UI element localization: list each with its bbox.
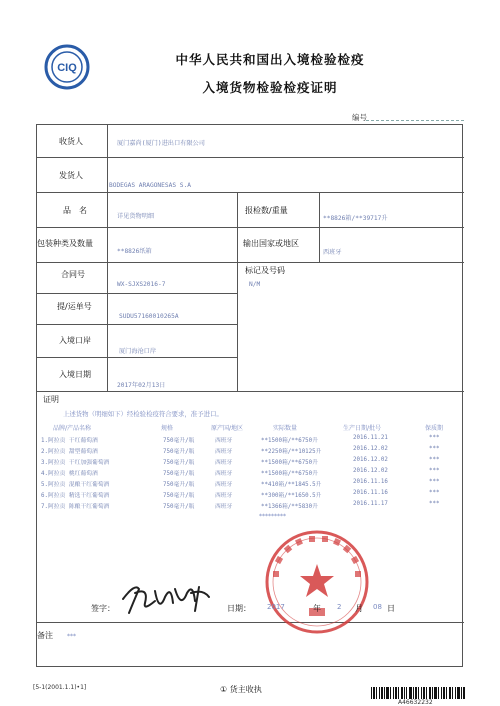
goods-row-shelf: *** [429,446,440,452]
goods-row-spec: 750毫升/瓶 [163,504,195,510]
form-number: [5-1(2001.1.1)•1] [33,684,87,691]
certificate-intro: 上述货物（明细如下）经检验检疫符合要求，准予进口。 [63,410,223,418]
goods-row-shelf: *** [429,457,440,463]
serial-line [366,120,464,121]
col-header-qty: 实际数量 [273,425,298,432]
goods-row-qty: **2250箱/**10125升 [261,449,322,455]
consignor-label: 发货人 [59,171,83,180]
package-label: 包装种类及数量 [37,239,93,248]
goods-row [41,435,461,446]
goods-row-spec: 750毫升/瓶 [163,471,195,477]
goods-row-qty: **1500箱/**6750升 [261,471,318,477]
row-divider [37,391,464,392]
goods-row-origin: 西班牙 [215,493,233,499]
year-unit: 年 [313,604,321,613]
goods-row-date: 2016.11.16 [353,490,388,496]
remark-value: *** [67,633,76,640]
goods-row [41,490,461,501]
row-divider [37,324,237,325]
row-divider [37,227,464,228]
goods-row-name: 4.阿拉贡 桃红葡萄酒 [41,471,98,477]
goods-label: 品 名 [63,206,87,215]
goods-row-shelf: *** [429,479,440,485]
goods-row-shelf: *** [429,468,440,474]
col-header-shelf: 保质期 [425,425,444,432]
day-unit: 日 [387,604,395,613]
goods-row-spec: 750毫升/瓶 [163,493,195,499]
serial-label: 编号 [352,113,367,122]
goods-row-qty: **1500箱/**6750升 [261,438,318,444]
sign-year: 2017 [267,603,285,611]
origin-value: 西班牙 [323,249,342,256]
goods-row-name: 7.阿拉贡 陈酿干红葡萄酒 [41,504,110,510]
remark-label: 备注 [37,631,53,640]
goods-row-qty: **1500箱/**6750升 [261,460,318,466]
entry-date-label: 入境日期 [59,370,91,379]
goods-row-origin: 西班牙 [215,471,233,477]
goods-row [41,479,461,490]
col-divider [237,192,238,391]
certificate-label: 证明 [43,395,59,404]
origin-label: 输出国家或地区 [243,239,299,248]
consignee-value: 厦门嘉尚(厦门)进出口有限公司 [117,140,205,147]
title-line-1: 中华人民共和国出入境检验检疫 [175,52,365,67]
barcode [371,687,465,699]
goods-row-qty: **410箱/**1845.5升 [261,482,322,488]
contract-value: WX-SJXS2016-7 [117,281,166,288]
consignor-value: BODEGAS ARAGONESAS S.A [109,182,191,189]
official-seal [263,528,371,636]
goods-row-origin: 西班牙 [215,449,233,455]
star-icon [300,564,334,597]
goods-row-name: 1.阿拉贡 干红葡萄酒 [41,438,98,444]
end-marks: ********* [259,513,286,520]
goods-row-spec: 750毫升/瓶 [163,449,195,455]
goods-row [41,501,461,512]
bl-value: SUDU57160010265A [119,313,179,320]
marks-label: 标记及号码 [245,266,285,275]
sign-label: 签字： [91,604,115,613]
copy-label: ① 货主收执 [220,685,262,694]
contract-label: 合同号 [61,270,85,279]
goods-row-origin: 西班牙 [215,460,233,466]
entry-date-value: 2017年02月13日 [117,382,166,389]
goods-row-spec: 750毫升/瓶 [163,438,195,444]
goods-row-date: 2016.12.02 [353,446,388,452]
col-header-spec: 规格 [161,425,174,432]
row-divider [37,357,237,358]
package-value: **8826纸箱 [117,248,152,255]
row-divider [37,192,464,193]
bl-label: 提/运单号 [57,302,92,311]
row-divider [37,622,464,623]
row-divider [37,157,464,158]
consignee-label: 收货人 [59,137,83,146]
col-header-origin: 原产国/地区 [211,425,244,432]
sign-month: 2 [337,603,342,611]
goods-row [41,446,461,457]
goods-row-date: 2016.12.02 [353,457,388,463]
col-divider [319,192,320,262]
handwritten-signature [115,563,215,623]
goods-row-name: 6.阿拉贡 精选干红葡萄酒 [41,493,110,499]
marks-value: N/M [249,281,261,288]
col-header-name: 品牌/产品名称 [53,425,92,432]
port-label: 入境口岸 [59,336,91,345]
goods-row-shelf: *** [429,435,440,441]
goods-row-origin: 西班牙 [215,482,233,488]
goods-row-shelf: *** [429,501,440,507]
certificate-form [36,124,463,667]
goods-row-name: 5.阿拉贡 混酿干红葡萄酒 [41,482,110,488]
month-unit: 月 [355,604,363,613]
sign-date-label: 日期： [227,604,251,613]
goods-row-name: 2.阿拉贡 甜型葡萄酒 [41,449,98,455]
port-value: 厦门海沧口岸 [119,348,157,355]
col-divider [107,125,108,391]
col-header-date: 生产日期/批号 [343,425,382,432]
goods-row-shelf: *** [429,490,440,496]
goods-row-spec: 750毫升/瓶 [163,482,195,488]
goods-row-date: 2016.12.02 [353,468,388,474]
title-line-2: 入境货物检验检疫证明 [202,80,338,95]
goods-row-name: 3.阿拉贡 干红加强葡萄酒 [41,460,110,466]
goods-row-origin: 西班牙 [215,504,233,510]
qty-value: **8826箱/**39717升 [323,215,388,222]
goods-row-qty: **300箱/**1650.5升 [261,493,322,499]
goods-row-date: 2016.11.21 [353,435,388,441]
goods-row-origin: 西班牙 [215,438,233,444]
goods-row-spec: 750毫升/瓶 [163,460,195,466]
goods-row-date: 2016.11.16 [353,479,388,485]
row-divider [37,262,464,263]
goods-value: 详见货物明细 [117,213,155,220]
qty-label: 报检数/重量 [245,206,288,215]
goods-row [41,468,461,479]
goods-row [41,457,461,468]
goods-row-qty: **1366箱/**5830升 [261,504,318,510]
logo-text: CIQ [57,62,77,74]
goods-row-date: 2016.11.17 [353,501,388,507]
row-divider [37,293,237,294]
sign-day: 08 [373,603,382,611]
barcode-number: A46632232 [398,699,433,706]
